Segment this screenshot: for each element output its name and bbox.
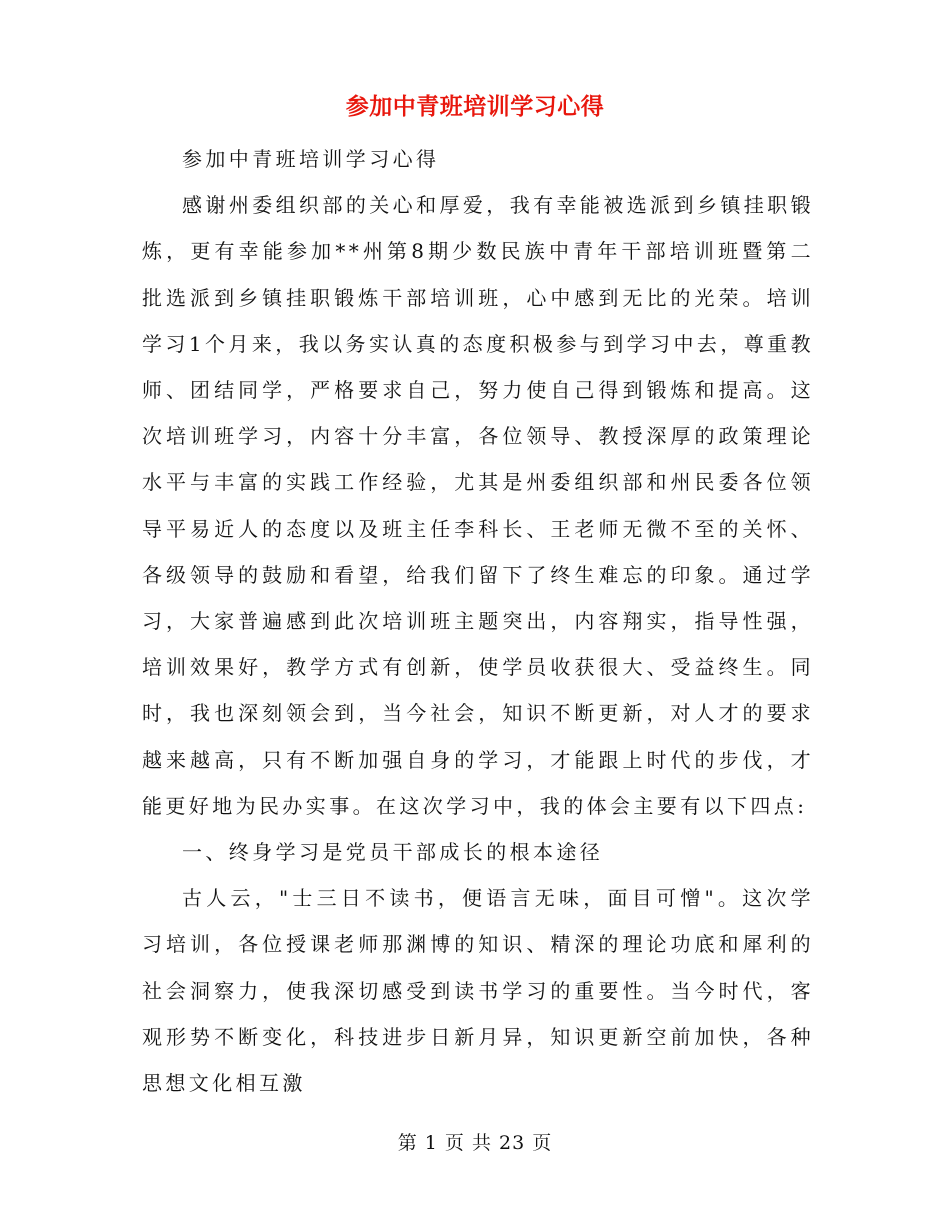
subtitle-paragraph: 参加中青班培训学习心得: [182, 147, 440, 171]
body-paragraph: 感谢州委组织部的关心和厚爱，我有幸能被选派到乡镇挂职锻炼，更有幸能参加**州第8期少数民族中青年干部培训班暨第二批选派到乡镇挂职锻炼干部培训班，心中感到无比的光荣。培训学习1个月来，我以务实认真的态度积极参与到学习中去，尊重教师、团结同学，严格要求自己，努力使自己得到锻炼和提高。这次培训班学习，内容十分丰富，各位领导、教授深厚的政策理论水平与丰富的实践工作经验，尤其是州委组织部和州民委各位领导平易近人的态度以及班主任李科长、王老师无微不至的关怀、各级领导的鼓励和看望，给我们留下了终生难忘的印象。通过学习，大家普遍感到此次培训班主题突出，内容翔实，指导性强，培训效果好，教学方式有创新，使学员收获很大、受益终生。同时，我也深刻领会到，当今社会，知识不断更新，对人才的要求越来越高，只有不断加强自身的学习，才能跟上时代的步伐，才能更好地为民办实事。在这次学习中，我的体会主要有以下四点:: [142, 193, 814, 818]
document-body: [142, 136, 814, 1106]
page-number-footer: 第 1 页 共 23 页: [397, 1132, 553, 1154]
document-title: 参加中青班培训学习心得: [345, 94, 605, 120]
section-heading: 一、终身学习是党员干部成长的根本途径: [182, 840, 604, 865]
body-paragraph: 古人云，"士三日不读书，便语言无味，面目可憎"。这次学习培训，各位授课老师那渊博的知识、精深的理论功底和犀利的社会洞察力，使我深切感受到读书学习的重要性。当今时代，客观形势不断变化，科技进步日新月异，知识更新空前加快，各种思想文化相互激: [142, 886, 814, 1096]
